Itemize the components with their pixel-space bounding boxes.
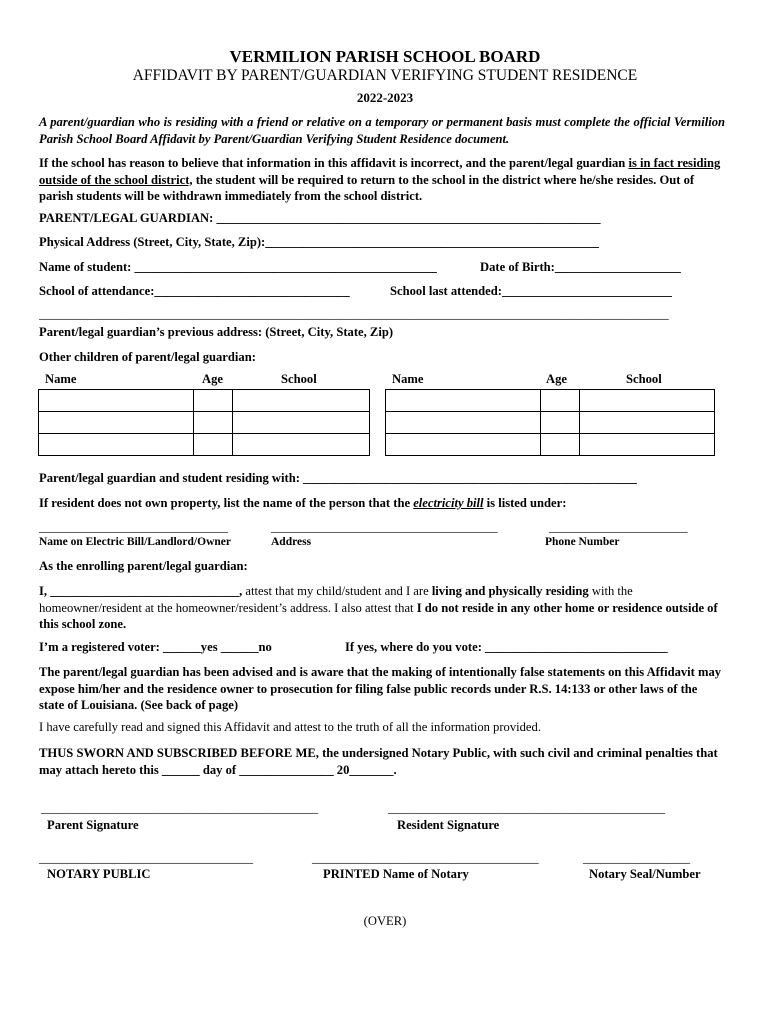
notary-seal-label: Notary Seal/Number [589,867,701,881]
table-cell[interactable] [541,412,580,434]
warning-paragraph [39,155,725,205]
intro-paragraph: A parent/guardian who is residing with a friend or relative on a temporary or permanent basis must complete the official Vermilion Parish School Board Affidavit by Parent/Guardian Verifying Student Residence document. [39,115,725,146]
table-header-age-left: Age [202,372,223,386]
printed-notary-line[interactable]: ____________________________________ [312,851,539,865]
table-cell[interactable] [39,390,194,412]
table-cell[interactable] [541,390,580,412]
dob-field[interactable]: Date of Birth:____________________ [480,260,681,274]
electric-emph: electricity bill [413,496,484,510]
table-cell[interactable] [233,434,370,456]
electric-prefix: If resident does not own property, list the name of the person that the [39,496,414,510]
electric-name-label: Name on Electric Bill/Landlord/Owner [39,536,231,548]
table-cell[interactable] [386,390,541,412]
warning-part2: the student will be required to return to the school in the district where he/she resides. Out of parish students will be withdrawn immediately from the school district. [39,172,695,203]
table-header-school-left: School [281,372,317,386]
table-header-name-right: Name [392,372,424,386]
table-cell[interactable] [39,412,194,434]
table-row [39,390,370,412]
over-footer: (OVER) [363,914,407,928]
table-header-age-right: Age [546,372,567,386]
previous-address-line[interactable]: ____________________________________________________________________________________________________ [39,307,669,321]
vote-location-field[interactable]: If yes, where do you vote: _____________________________ [345,640,668,654]
document-title: VERMILION PARISH SCHOOL BOARD [229,47,541,66]
children-table-left [38,389,370,456]
warning-underlined: is in fact residing outside of the school district, [39,156,721,187]
table-cell[interactable] [194,434,233,456]
attestation-name-blank[interactable]: I, ______________________________, [39,584,246,598]
resident-signature-line[interactable]: ____________________________________________ [388,801,666,815]
school-year: 2022-2023 [356,90,414,105]
table-cell[interactable] [541,434,580,456]
attestation-text-1: attest that my child/student and I are [245,584,432,598]
table-row [386,390,715,412]
school-attendance-field[interactable]: School of attendance:_______________________________ [39,284,350,298]
children-table-right [385,389,715,456]
electric-name-line[interactable]: ______________________________ [39,520,228,534]
attestation-emph-2: I do not reside in any other home or residence outside of this school zone. [39,600,718,631]
electric-bill-question [39,496,566,511]
registered-voter-field[interactable]: I’m a registered voter: ______yes ______no [39,640,272,654]
document-subtitle: AFFIDAVIT BY PARENT/GUARDIAN VERIFYING STUDENT RESIDENCE [132,67,638,84]
table-cell[interactable] [39,434,194,456]
table-cell[interactable] [194,412,233,434]
attestation-emph-1: living and physically residing [431,584,589,598]
address-field[interactable]: Physical Address (Street, City, State, Zip):_____________________________________________________ [39,235,599,249]
table-row [386,434,715,456]
table-cell[interactable] [233,390,370,412]
school-last-field[interactable]: School last attended:___________________________ [390,284,672,298]
electric-suffix: is listed under: [483,496,567,510]
read-statement: I have carefully read and signed this Affidavit and attest to the truth of all the information provided. [39,720,541,734]
enrolling-heading: As the enrolling parent/legal guardian: [39,559,248,573]
sworn-paragraph: THUS SWORN AND SUBSCRIBED BEFORE ME, the undersigned Notary Public, with such civil and criminal penalties that may attach hereto this ______ day of _______________ 20_______. [39,746,718,777]
advised-paragraph: The parent/legal guardian has been advised and is aware that the making of intentionally false statements on this Affidavit may expose him/her and the residence owner to prosecution for filing false public records under R.S. 14:133 or other laws of the state of Louisiana. (See back of page) [39,665,722,712]
guardian-field[interactable]: PARENT/LEGAL GUARDIAN: _____________________________________________________________ [39,211,601,225]
notary-public-line[interactable]: __________________________________ [39,851,254,865]
table-row [39,412,370,434]
attestation-paragraph [39,583,725,633]
electric-phone-label: Phone Number [545,536,620,548]
parent-signature-label: Parent Signature [47,818,139,832]
table-header-school-right: School [626,372,662,386]
table-cell[interactable] [386,434,541,456]
notary-public-label: NOTARY PUBLIC [47,867,151,881]
table-cell[interactable] [580,412,715,434]
other-children-label: Other children of parent/legal guardian: [39,350,256,364]
table-row [39,434,370,456]
electric-phone-line[interactable]: ______________________ [549,520,688,534]
table-cell[interactable] [580,390,715,412]
resident-signature-label: Resident Signature [397,818,500,832]
electric-address-label: Address [271,536,312,548]
table-cell[interactable] [233,412,370,434]
notary-seal-line[interactable]: _________________ [583,851,691,865]
electric-address-line[interactable]: ____________________________________ [271,520,498,534]
table-row [386,412,715,434]
table-header-name-left: Name [45,372,77,386]
parent-signature-line[interactable]: ____________________________________________ [41,801,319,815]
table-cell[interactable] [386,412,541,434]
student-name-field[interactable]: Name of student: ________________________________________________ [39,260,437,274]
table-cell[interactable] [194,390,233,412]
table-cell[interactable] [580,434,715,456]
previous-address-label: Parent/legal guardian’s previous address: (Street, City, State, Zip) [39,325,394,339]
warning-part1: If the school has reason to believe that information in this affidavit is incorrect, and the parent/legal guardian [39,156,629,170]
printed-notary-label: PRINTED Name of Notary [323,867,469,881]
residing-with-field[interactable]: Parent/legal guardian and student residing with: _____________________________________________________ [39,471,637,485]
attestation-text-2: with the homeowner/resident at the homeowner/resident’s address. I also attest that [39,584,633,615]
